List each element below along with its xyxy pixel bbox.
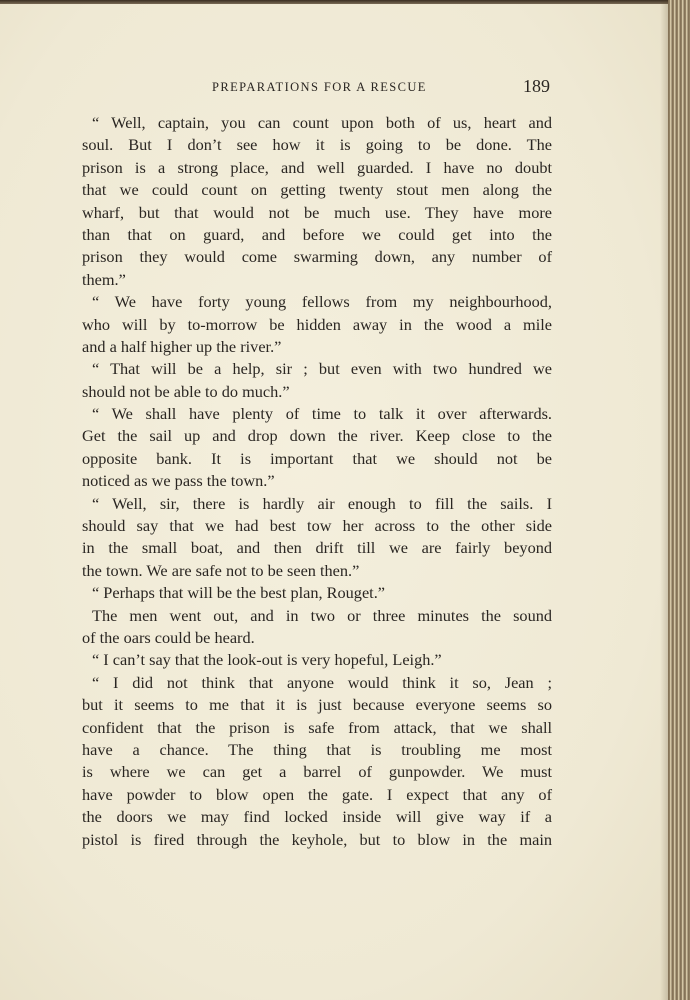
text-line: have powder to blow open the gate. I expect that any of: [82, 784, 552, 804]
text-line: confident that the prison is safe from attack, that we shall: [82, 717, 552, 737]
text-line: in the small boat, and then drift till we are fairly beyond: [82, 538, 552, 558]
body-text: [82, 112, 552, 851]
text-line: should say that we had best tow her across to the other side: [82, 516, 552, 536]
text-line: that we could count on getting twenty stout men along the: [82, 180, 552, 200]
text-line: soul. But I don’t see how it is going to be done. The: [82, 135, 552, 155]
text-line: who will by to-morrow be hidden away in the wood a mile: [82, 314, 552, 334]
text-line: the town. We are safe not to be seen then.”: [82, 560, 360, 580]
page-number: 189: [523, 76, 550, 96]
text-line: “ That will be a help, sir ; but even with two hundred we: [92, 359, 552, 379]
text-line: prison they would come swarming down, any number of: [82, 247, 552, 267]
text-line: and a half higher up the river.”: [82, 336, 282, 356]
text-line: “ We have forty young fellows from my neighbourhood,: [92, 292, 552, 312]
text-line: Get the sail up and drop down the river. Keep close to the: [82, 426, 552, 446]
book-page: [0, 4, 668, 1000]
text-line: opposite bank. It is important that we should not be: [82, 448, 552, 468]
text-line: them.”: [82, 269, 126, 289]
text-line: wharf, but that would not be much use. They have more: [82, 202, 552, 222]
text-line: “ Well, captain, you can count upon both of us, heart and: [92, 113, 552, 132]
text-line: should not be able to do much.”: [82, 381, 290, 401]
text-line: the doors we may find locked inside will give way if a: [82, 807, 552, 827]
text-line: but it seems to me that it is just because everyone seems so: [82, 695, 552, 715]
text-line: “ I did not think that anyone would think it so, Jean ;: [92, 672, 552, 692]
running-title: PREPARATIONS FOR A RESCUE: [212, 80, 427, 94]
text-line: of the oars could be heard.: [82, 627, 255, 647]
page-header: [82, 76, 552, 100]
text-line: “ We shall have plenty of time to talk it over afterwards.: [92, 404, 552, 424]
book-binding-edge: [668, 0, 690, 1000]
text-line: prison is a strong place, and well guarded. I have no doubt: [82, 157, 552, 177]
text-line: is where we can get a barrel of gunpowder. We must: [82, 762, 552, 782]
text-line: noticed as we pass the town.”: [82, 471, 275, 491]
text-line: “ Perhaps that will be the best plan, Rouget.”: [92, 583, 385, 603]
text-line: “ Well, sir, there is hardly air enough to fill the sails. I: [92, 493, 552, 513]
text-line: than that on guard, and before we could get into the: [82, 224, 552, 244]
text-line: pistol is fired through the keyhole, but to blow in the main: [82, 829, 552, 849]
text-line: The men went out, and in two or three minutes the sound: [92, 605, 552, 625]
text-line: have a chance. The thing that is troubling me most: [82, 739, 552, 759]
text-line: “ I can’t say that the look-out is very hopeful, Leigh.”: [92, 650, 442, 670]
